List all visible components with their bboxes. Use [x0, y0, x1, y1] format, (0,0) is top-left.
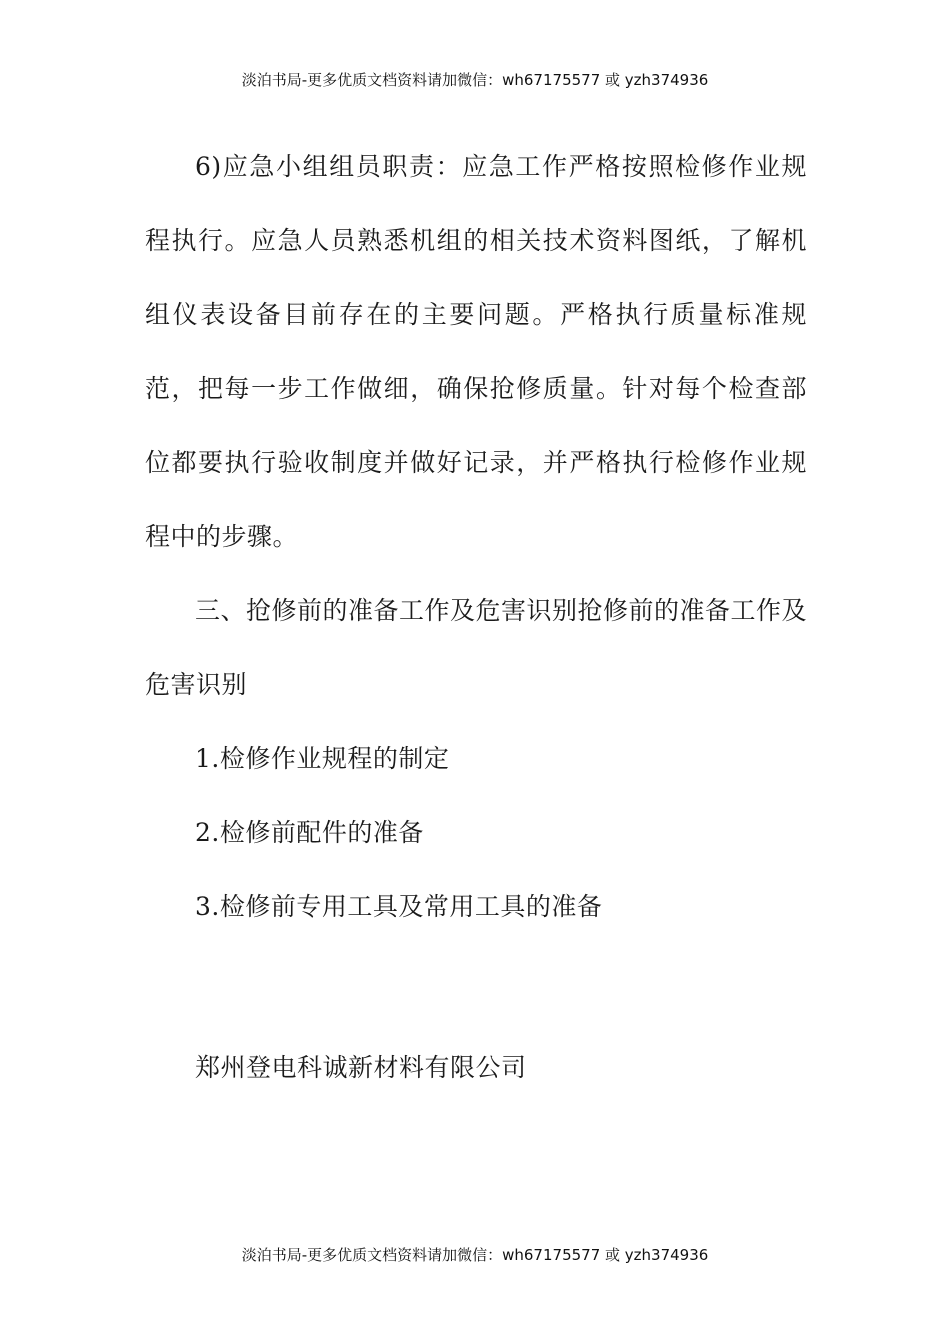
page-header: 淡泊书局-更多优质文档资料请加微信：wh67175577 或 yzh374936 — [241, 71, 709, 89]
list-item: 3.检修前专用工具及常用工具的准备 — [195, 892, 603, 921]
document-body — [145, 130, 807, 1105]
list-item: 2.检修前配件的准备 — [195, 818, 424, 847]
list-item: 1.检修作业规程的制定 — [195, 744, 450, 773]
section-heading-preparation: 三、抢修前的准备工作及危害识别抢修前的准备工作及危害识别 — [145, 596, 808, 699]
page-footer: 淡泊书局-更多优质文档资料请加微信：wh67175577 或 yzh374936 — [241, 1246, 709, 1264]
company-name: 郑州登电科诚新材料有限公司 — [195, 1053, 527, 1082]
paragraph-emergency-member-duties: 6)应急小组组员职责：应急工作严格按照检修作业规程执行。应急人员熟悉机组的相关技术资料图纸，了解机组仪表设备目前存在的主要问题。严格执行质量标准规范，把每一步工作做细，确保抢修质量。针对每个检查部位都要执行验收制度并做好记录，并严格执行检修作业规程中的步骤。 — [145, 152, 807, 551]
